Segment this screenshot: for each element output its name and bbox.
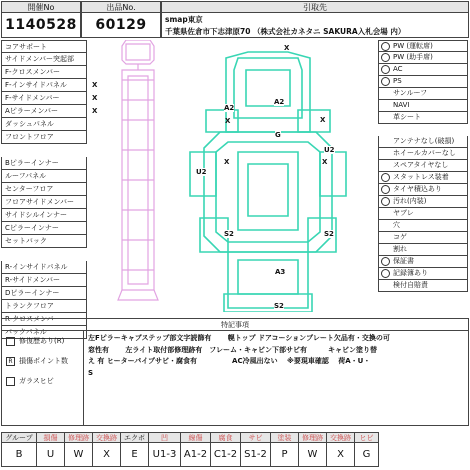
grade-table [1, 432, 379, 468]
grade-caption: 交換跡 [327, 432, 355, 443]
frame-outline [118, 40, 158, 300]
equipment-label: スペアタイヤなし [393, 161, 449, 169]
exhibit-caption: 出品No. [81, 1, 161, 13]
damage-label-left-door: U2 [196, 168, 207, 176]
equipment-item [378, 148, 468, 160]
remarks-title: 特記事項 [2, 319, 468, 331]
equipment-label: PW (助手席) [393, 53, 433, 61]
buyer-box [161, 12, 469, 38]
legend-label: ガラスヒビ [19, 377, 54, 385]
equipment-label: 検付自賠責 [393, 281, 428, 289]
grade-caption: 修理跡 [299, 432, 327, 443]
grade-caption: サビ [241, 432, 271, 443]
damage-label-right-rear: S2 [324, 230, 334, 238]
remarks-line: 左Fピラーキャブステップ部文字読篩有 幌トップ ドアコーションプレート欠品有・交換の可 [88, 334, 390, 342]
damage-label-left-fender: A2 [224, 104, 235, 112]
frame-part-item: F-クロスメンバー [1, 66, 87, 79]
damage-label-left-rear: S2 [224, 230, 234, 238]
equipment-label: AC [393, 65, 403, 73]
list-gap [1, 248, 87, 261]
legend-label: 損傷ポイント数 [19, 357, 68, 365]
equipment-item [378, 100, 468, 112]
equipment-label: PS [393, 77, 402, 85]
legend-symbol [6, 337, 15, 346]
remarks-text [88, 333, 466, 379]
equipment-item [378, 172, 468, 184]
equipment-label: スタットレス装着 [393, 173, 449, 181]
equipment-label: 穴 [393, 221, 400, 229]
grade-caption: 腐食 [211, 432, 241, 443]
body-outline [190, 52, 346, 312]
grade-value: X [93, 443, 121, 467]
circle-mark-icon [381, 269, 390, 278]
grade-value: W [65, 443, 93, 467]
frame-part-item: F-サイドメンバー [1, 92, 87, 105]
grade-caption: 損傷 [37, 432, 65, 443]
equipment-label: 汚れ(内装) [393, 197, 427, 205]
legend-row [2, 371, 83, 391]
legend-symbol [6, 377, 15, 386]
equipment-item [378, 136, 468, 148]
legend-row [2, 331, 83, 351]
damage-mark: X [322, 158, 328, 166]
buyer-caption: 引取先 [161, 1, 469, 13]
frame-part-item: トランクフロア [1, 300, 87, 313]
buyer-address: 千葉県佐倉市下志津原70 （株式会社カネタニ SAKURA入札会場 内） [165, 27, 406, 36]
damage-label-hood: A2 [274, 98, 285, 106]
grade-caption: 交換跡 [93, 432, 121, 443]
lot-caption: 開催No [1, 1, 81, 13]
equipment-item [378, 220, 468, 232]
frame-part-item: セットバック [1, 235, 87, 248]
equipment-item [378, 184, 468, 196]
damage-label-right-door: U2 [324, 146, 335, 154]
equipment-item [378, 196, 468, 208]
grade-value: C1-2 [211, 443, 241, 467]
circle-mark-icon [381, 185, 390, 194]
vehicle-diagram [88, 40, 376, 312]
equipment-item [378, 40, 468, 52]
remarks-line: え 有 ヒーターパイプサビ・腐食有 AC冷風出ない ※要現車確認 荷A・U・ [88, 357, 371, 366]
grade-value: W [299, 443, 327, 467]
circle-mark-icon [381, 257, 390, 266]
remarks-section [1, 318, 469, 426]
grade-value: S1-2 [241, 443, 271, 467]
equipment-label: ホイールカバーなし [393, 149, 456, 157]
equipment-item [378, 256, 468, 268]
equipment-label: コゲ [393, 233, 407, 241]
grade-value: X [327, 443, 355, 467]
legend-row [2, 351, 83, 371]
list-gap [378, 124, 468, 136]
grade-caption: ヒビ [355, 432, 379, 443]
legend-symbol: R [6, 357, 15, 366]
equipment-label: タイヤ積込あり [393, 185, 442, 193]
equipment-item [378, 208, 468, 220]
equipment-item [378, 268, 468, 280]
frame-damage-mark: X [92, 81, 98, 89]
frame-part-item: R-インサイドパネル [1, 261, 87, 274]
grade-caption: 修理跡 [65, 432, 93, 443]
equipment-item [378, 160, 468, 172]
equipment-label: NAVI [393, 101, 410, 109]
equipment-label: サンルーフ [393, 89, 428, 97]
frame-part-item: フロントフロア [1, 131, 87, 144]
damage-mark: X [284, 44, 290, 52]
grade-caption: 線傷 [181, 432, 211, 443]
frame-part-item: Cピラーインナー [1, 222, 87, 235]
damage-label-windshield: G [275, 131, 281, 139]
grade-caption: 凹 [149, 432, 181, 443]
equipment-label: アンテナなし(破損) [393, 137, 455, 145]
equipment-list [378, 40, 468, 292]
frame-part-item: R-クロスメンバー [1, 313, 87, 326]
grade-value: P [271, 443, 299, 467]
lot-number: 1140528 [1, 12, 81, 38]
frame-parts-list [1, 40, 87, 339]
remarks-legend [2, 331, 84, 425]
grade-caption: グループ [1, 432, 37, 443]
exhibit-number: 60129 [81, 12, 161, 38]
circle-mark-icon [381, 197, 390, 206]
circle-mark-icon [381, 53, 390, 62]
equipment-item [378, 88, 468, 100]
circle-mark-icon [381, 65, 390, 74]
damage-mark: X [320, 116, 326, 124]
frame-part-item: フロアサイドメンバー [1, 196, 87, 209]
damage-label-rear-bumper: S2 [274, 302, 284, 310]
buyer-name: smap東京 [165, 15, 203, 24]
grade-caption: 塗装 [271, 432, 299, 443]
grade-value: A1-2 [181, 443, 211, 467]
damage-label-bed: A3 [275, 268, 286, 276]
frame-part-item: Bピラーインナー [1, 157, 87, 170]
equipment-label: 記録簿あり [393, 269, 428, 277]
frame-damage-mark: X [92, 107, 98, 115]
frame-part-item: Aピラーメンバー [1, 105, 87, 118]
grade-caption: エクボ [121, 432, 149, 443]
frame-part-item: センターフロア [1, 183, 87, 196]
grade-value: B [1, 443, 37, 467]
circle-mark-icon [381, 77, 390, 86]
list-gap [1, 144, 87, 157]
circle-mark-icon [381, 173, 390, 182]
equipment-label: 革シート [393, 113, 421, 121]
vehicle-diagram-svg [88, 40, 376, 312]
legend-label: 修復歴あり(R) [19, 337, 65, 345]
equipment-item [378, 280, 468, 292]
frame-part-item: サイドメンバー突起部 [1, 53, 87, 66]
equipment-label: 保証書 [393, 257, 414, 265]
damage-mark: X [224, 158, 230, 166]
equipment-item [378, 64, 468, 76]
frame-part-item: バックパネル [1, 326, 87, 339]
equipment-item [378, 76, 468, 88]
equipment-item [378, 52, 468, 64]
remarks-line: 窓性有 左ライト取付部修理跡有 フレーム・キャビン下部サビ有 キャビン塗り替 [88, 345, 377, 354]
equipment-label: PW (運転席) [393, 41, 433, 50]
frame-part-item: コアサポート [1, 40, 87, 53]
frame-part-item: Dピラーインナー [1, 287, 87, 300]
damage-mark: X [225, 117, 231, 125]
equipment-label: ヤブレ [393, 209, 414, 217]
frame-damage-mark: X [92, 94, 98, 102]
grade-value: U [37, 443, 65, 467]
frame-part-item: サイドシルインナー [1, 209, 87, 222]
grade-value: E [121, 443, 149, 467]
equipment-item [378, 232, 468, 244]
equipment-label: 割れ [393, 245, 407, 253]
remarks-line: S [88, 368, 94, 377]
frame-part-item: ルーフパネル [1, 170, 87, 183]
equipment-item [378, 244, 468, 256]
frame-part-item: F-インサイドパネル [1, 79, 87, 92]
grade-value: U1-3 [149, 443, 181, 467]
equipment-item [378, 112, 468, 124]
frame-part-item: R-サイドメンバー [1, 274, 87, 287]
grade-value: G [355, 443, 379, 467]
circle-mark-icon [381, 42, 390, 51]
frame-part-item: ダッシュパネル [1, 118, 87, 131]
